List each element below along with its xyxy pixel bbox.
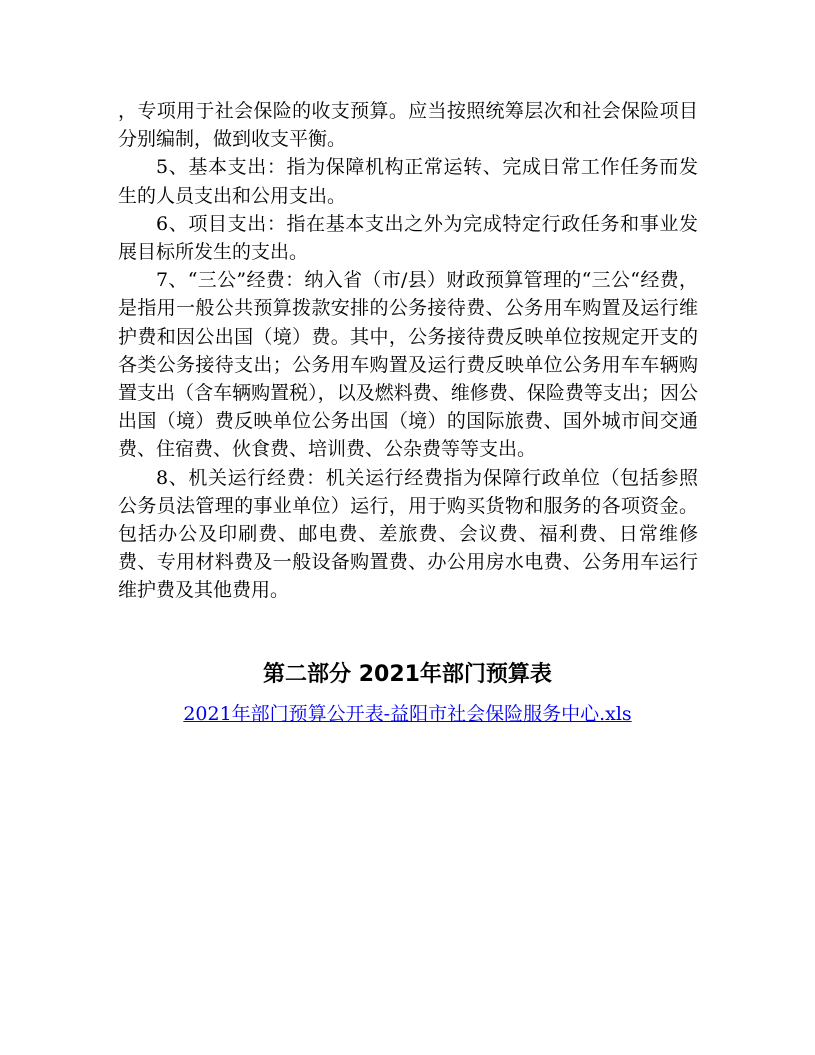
attachment-link[interactable]: 2021年部门预算公开表-益阳市社会保险服务中心.xls	[183, 703, 632, 725]
paragraph-operating-funds: 8、机关运行经费：机关运行经费指为保障行政单位（包括参照公务员法管理的事业单位）运行，用于购买货物和服务的各项资金。包括办公及印刷费、邮电费、差旅费、会议费、福利费、日常维修费、专用材料费及一般设备购置费、办公用房水电费、公务用车运行维护费及其他费用。	[118, 466, 698, 602]
paragraph-three-public-funds: 7、“三公”经费：纳入省（市/县）财政预算管理的“三公“经费，是指用一般公共预算拨款安排的公务接待费、公务用车购置及运行维护费和因公出国（境）费。其中，公务接待费反映单位按规定开支的各类公务接待支出；公务用车购置及运行费反映单位公务用车车辆购置支出（含车辆购置税），以及燃料费、维修费、保险费等支出；因公出国（境）费反映单位公务出国（境）的国际旅费、国外城市间交通费、住宿费、伙食费、培训费、公杂费等等支出。	[118, 269, 698, 461]
paragraph-project-expenditure: 6、项目支出：指在基本支出之外为完成特定行政任务和事业发展目标所发生的支出。	[118, 212, 698, 264]
section-title: 第二部分 2021年部门预算表	[263, 662, 552, 687]
attachment-link-container	[0, 700, 815, 728]
body-text	[118, 97, 698, 605]
paragraph-basic-expenditure: 5、基本支出：指为保障机构正常运转、完成日常工作任务而发生的人员支出和公用支出。	[118, 156, 698, 207]
paragraph-continuation: ，专项用于社会保险的收支预算。应当按照统筹层次和社会保险项目分别编制，做到收支平衡。	[118, 100, 698, 151]
